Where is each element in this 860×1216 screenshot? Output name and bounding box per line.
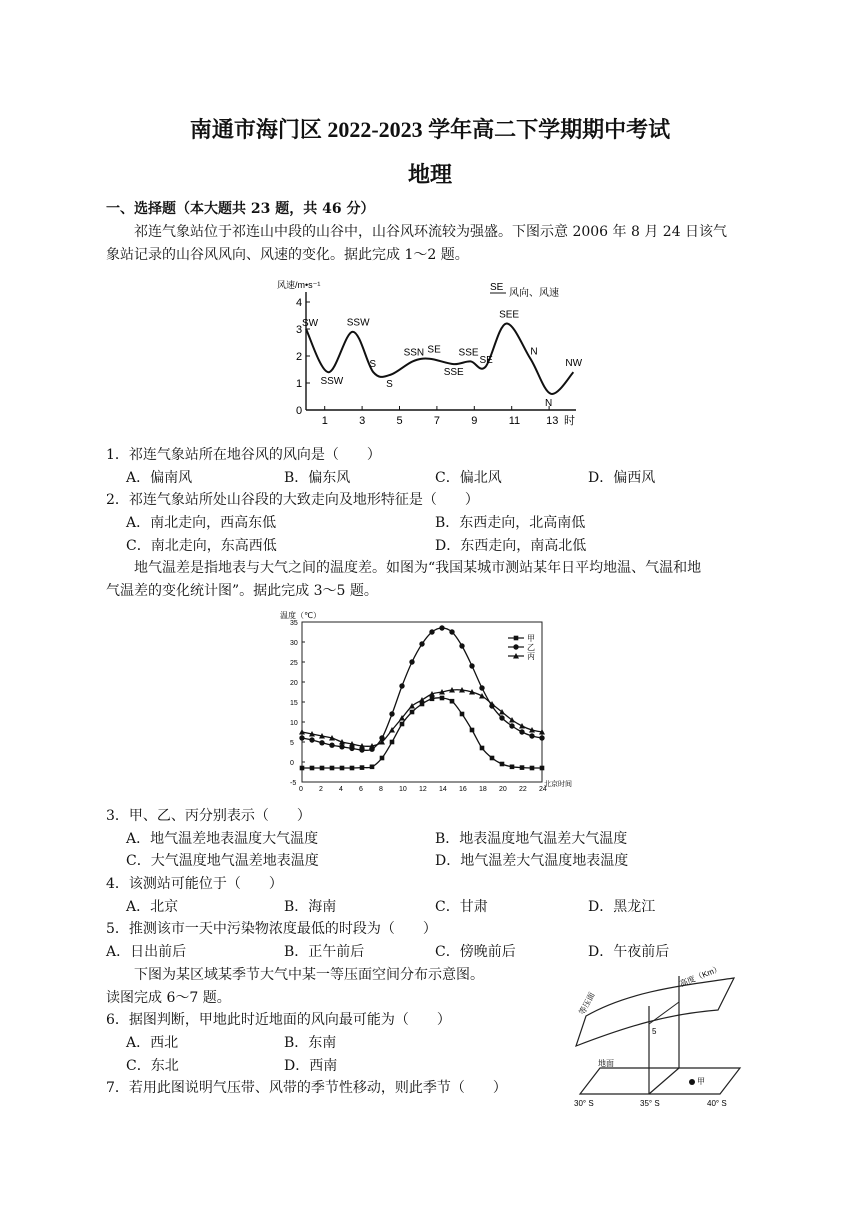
- q2-stem: 2．祁连气象站所处山谷段的大致走向及地形特征是（ ）: [106, 492, 479, 508]
- section-heading: 一、选择题（本大题共 23 题，共 46 分）: [106, 201, 375, 217]
- wind-chart-legend-symbol: SE: [490, 282, 504, 293]
- series-point-甲: [380, 756, 385, 761]
- intro1-line2: 象站记录的山谷风风向、风速的变化。据此完成 1～2 题。: [106, 247, 469, 263]
- series-point-甲: [470, 728, 475, 733]
- q7-stem: 7．若用此图说明气压带、风带的季节性移动，则此季节（ ）: [106, 1080, 507, 1096]
- temp-chart-x-tick-label: 6: [359, 786, 363, 793]
- series-point-甲: [450, 699, 455, 704]
- series-point-甲: [460, 712, 465, 717]
- series-point-乙: [349, 746, 354, 751]
- q5-option-c: C．傍晚前后: [435, 944, 516, 960]
- wind-direction-label: N: [530, 346, 538, 358]
- temp-chart-y-tick-label: 15: [290, 700, 298, 707]
- q4-option-c: C．甘肃: [435, 899, 488, 915]
- wind-chart-ylabel: 风速/m•s⁻¹: [277, 280, 321, 290]
- series-point-乙: [329, 743, 334, 748]
- temp-chart-x-tick-label: 0: [299, 786, 303, 793]
- q6-option-c: C．东北: [126, 1058, 179, 1074]
- ground-plane: [580, 1068, 740, 1094]
- temp-chart-x-tick-label: 20: [499, 786, 507, 793]
- series-point-乙: [409, 659, 414, 664]
- legend-label-乙: 乙: [527, 643, 535, 652]
- temp-chart-x-tick-label: 12: [419, 786, 427, 793]
- wind-speed-line: [306, 324, 573, 394]
- temp-chart-y-tick-label: -5: [290, 780, 297, 787]
- wind-chart-x-tick-label: 11: [508, 415, 521, 427]
- q2-option-d: D．东西走向，南高北低: [435, 538, 587, 554]
- label-40s: 40° S: [707, 1099, 727, 1108]
- q6-option-b: B．东南: [284, 1035, 337, 1051]
- series-point-乙: [449, 629, 454, 634]
- series-point-乙: [539, 735, 544, 740]
- legend-label-甲: 甲: [527, 634, 535, 643]
- intro2-line2: 气温差的变化统计图”。据此完成 3～5 题。: [106, 583, 378, 599]
- legend-marker-甲: [514, 636, 519, 641]
- series-point-甲: [350, 766, 355, 771]
- wind-direction-label: NW: [565, 358, 583, 370]
- wind-direction-label: S: [386, 378, 393, 390]
- wind-direction-label: N: [544, 397, 553, 409]
- series-point-甲: [430, 697, 435, 702]
- legend-marker-乙: [513, 644, 518, 649]
- series-point-甲: [490, 756, 495, 761]
- series-point-乙: [479, 685, 484, 690]
- wind-chart-y-tick-label: 3: [296, 324, 303, 336]
- temp-chart-y-tick-label: 30: [290, 640, 298, 647]
- wind-chart-x-unit: 时: [564, 415, 575, 427]
- series-point-甲: [320, 766, 325, 771]
- series-point-甲: [310, 766, 315, 771]
- q3-option-d: D．地气温差大气温度地表温度: [435, 853, 629, 869]
- q4-stem: 4．该测站可能位于（ ）: [106, 876, 283, 892]
- temp-chart-x-tick-label: 18: [479, 786, 487, 793]
- series-point-丙: [479, 693, 485, 699]
- q1-option-b: B．偏东风: [284, 470, 351, 486]
- series-point-甲: [390, 740, 395, 745]
- series-point-甲: [410, 710, 415, 715]
- wind-chart-x-tick-label: 3: [359, 415, 366, 427]
- series-point-甲: [500, 762, 505, 767]
- q6-stem: 6．据图判断，甲地此时近地面的风向最可能为（ ）: [106, 1012, 451, 1028]
- temp-chart-legend: [508, 634, 535, 661]
- temp-chart-x-tick-label: 8: [379, 786, 383, 793]
- wind-speed-chart: [270, 278, 590, 428]
- temp-chart-y-tick-label: 20: [290, 680, 298, 687]
- temp-chart-y-tick-label: 5: [290, 740, 294, 747]
- series-point-甲: [340, 766, 345, 771]
- height-mark-line: [649, 1002, 679, 1024]
- wind-chart-y-tick-label: 4: [296, 297, 303, 309]
- wind-direction-label: SSN: [403, 347, 425, 359]
- q5-option-d: D．午夜前后: [588, 944, 670, 960]
- q3-option-b: B．地表温度地气温差大气温度: [435, 831, 628, 847]
- q2-option-c: C．南北走向，东高西低: [126, 538, 277, 554]
- series-point-乙: [399, 683, 404, 688]
- wind-chart-x-tick-label: 7: [433, 415, 441, 427]
- temp-chart-x-tick-label: 14: [439, 786, 447, 793]
- temp-chart-x-tick-label: 22: [519, 786, 527, 793]
- isobaric-surface-diagram: [568, 964, 748, 1110]
- label-height: 高度（Km）: [678, 964, 723, 989]
- series-point-甲: [530, 766, 535, 771]
- label-5: 5: [652, 1027, 657, 1036]
- diagonal-line: [649, 1068, 679, 1094]
- series-point-乙: [469, 663, 474, 668]
- series-point-甲: [520, 765, 525, 770]
- q1-option-c: C．偏北风: [435, 470, 502, 486]
- series-point-乙: [319, 740, 324, 745]
- label-30s: 30° S: [574, 1099, 594, 1108]
- q1-option-a: A．偏南风: [126, 470, 193, 486]
- temp-chart-ylabel: 温度（℃）: [280, 611, 321, 620]
- temp-chart-y-tick-label: 10: [290, 720, 298, 727]
- temp-chart-xlabel: 北京时间: [544, 781, 572, 788]
- temp-chart-x-tick-label: 4: [339, 786, 343, 793]
- q1-stem: 1．祁连气象站所在地谷风的风向是（ ）: [106, 447, 381, 463]
- series-point-乙: [339, 744, 344, 749]
- temp-chart-x-tick-label: 2: [319, 786, 323, 793]
- q1-option-d: D．偏西风: [588, 470, 656, 486]
- series-point-甲: [300, 766, 305, 771]
- label-jia: 甲: [697, 1077, 705, 1086]
- intro2-line1: 地气温差是指地表与大气之间的温度差。如图为“我国某城市测站某年日平均地温、气温和地: [134, 560, 702, 576]
- temperature-chart: [272, 608, 592, 798]
- q3-stem: 3．甲、乙、丙分别表示（ ）: [106, 808, 311, 824]
- series-point-甲: [400, 722, 405, 727]
- temp-chart-y-tick-label: 35: [290, 620, 298, 627]
- series-point-乙: [459, 643, 464, 648]
- wind-direction-label: SSE: [443, 367, 464, 379]
- series-point-乙: [509, 723, 514, 728]
- temp-chart-y-tick-label: 25: [290, 660, 298, 667]
- label-35s: 35° S: [640, 1099, 660, 1108]
- wind-chart-y-tick-label: 0: [296, 405, 303, 417]
- series-point-丙: [419, 697, 425, 703]
- series-point-乙: [419, 641, 424, 646]
- intro1-line1: 祁连气象站位于祁连山中段的山谷中，山谷风环流较为强盛。下图示意 2006 年 8 月 24 日该气: [134, 224, 728, 240]
- wind-chart-x-tick-label: 9: [471, 415, 478, 427]
- wind-direction-label: SE: [427, 344, 441, 356]
- series-point-甲: [370, 765, 375, 770]
- q4-option-a: A．北京: [126, 899, 179, 915]
- series-point-甲: [510, 765, 515, 770]
- q5-option-b: B．正午前后: [284, 944, 365, 960]
- temp-chart-x-tick-label: 16: [459, 786, 467, 793]
- series-point-甲: [540, 766, 545, 771]
- q5-option-a: A．日出前后: [106, 944, 187, 960]
- wind-direction-label: S: [369, 359, 376, 371]
- series-point-乙: [519, 729, 524, 734]
- wind-chart-x-tick-label: 1: [321, 415, 328, 427]
- wind-chart-legend-text: 风向、风速: [509, 288, 559, 299]
- series-point-乙: [299, 735, 304, 740]
- q2-option-b: B．东西走向，北高南低: [435, 515, 586, 531]
- series-point-乙: [499, 715, 504, 720]
- series-point-乙: [309, 737, 314, 742]
- wind-chart-x-tick-label: 5: [396, 415, 403, 427]
- subject-title: 地理: [407, 162, 452, 187]
- wind-direction-label: SEE: [499, 309, 520, 321]
- q3-option-a: A．地气温差地表温度大气温度: [126, 831, 319, 847]
- temp-chart-x-tick-label: 24: [539, 786, 547, 793]
- q3-option-c: C．大气温度地气温差地表温度: [126, 853, 319, 869]
- q2-option-a: A．南北走向，西高东低: [126, 515, 277, 531]
- series-point-乙: [389, 711, 394, 716]
- series-point-乙: [529, 733, 534, 738]
- q6-option-d: D．西南: [284, 1058, 338, 1074]
- series-point-甲: [330, 766, 335, 771]
- series-point-乙: [439, 625, 444, 630]
- wind-chart-x-tick-label: 13: [546, 415, 559, 427]
- series-point-丙: [299, 729, 305, 735]
- series-point-甲: [440, 696, 445, 701]
- temp-chart-y-tick-label: 0: [290, 760, 294, 767]
- wind-direction-label: SW: [302, 318, 319, 329]
- series-point-甲: [480, 746, 485, 751]
- page-title: 南通市海门区 2022-2023 学年高二下学期期中考试: [189, 117, 671, 142]
- intro3-line2: 读图完成 6～7 题。: [106, 990, 231, 1006]
- q4-option-d: D．黑龙江: [588, 899, 656, 915]
- wind-direction-label: SSE: [458, 347, 479, 359]
- q6-option-a: A．西北: [126, 1035, 179, 1051]
- q5-stem: 5．推测该市一天中污染物浓度最低的时段为（ ）: [106, 921, 437, 937]
- series-line-甲: [302, 698, 542, 768]
- wind-chart-y-tick-label: 1: [296, 378, 303, 390]
- temp-chart-x-tick-label: 10: [399, 786, 407, 793]
- intro3-line1: 下图为某区域某季节大气中某一等压面空间分布示意图。: [134, 967, 484, 983]
- series-point-乙: [429, 629, 434, 634]
- q4-option-b: B．海南: [284, 899, 337, 915]
- wind-direction-label: SSW: [320, 376, 344, 388]
- legend-label-丙: 丙: [527, 652, 535, 661]
- wind-chart-y-tick-label: 2: [296, 351, 303, 363]
- point-jia: [689, 1079, 695, 1085]
- series-point-甲: [360, 765, 365, 770]
- wind-direction-label: SSW: [346, 317, 370, 329]
- label-ground: 地面: [598, 1059, 614, 1068]
- series-point-丙: [519, 723, 525, 729]
- label-isobar: 等压面: [577, 990, 597, 1017]
- wind-direction-label: SE: [479, 354, 493, 366]
